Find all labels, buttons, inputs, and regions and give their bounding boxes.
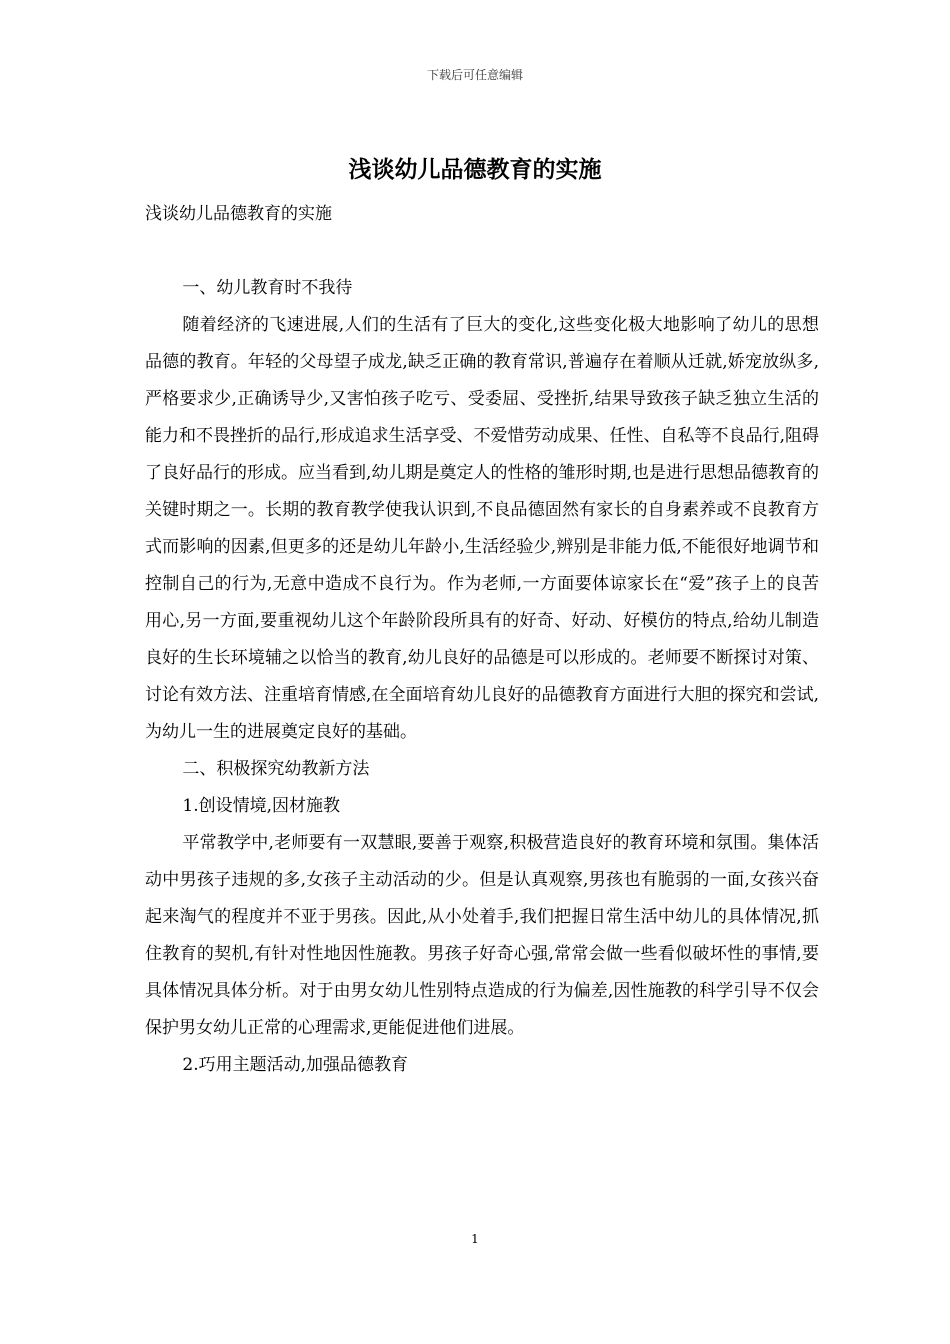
section-paragraph-1: 随着经济的飞速进展,人们的生活有了巨大的变化,这些变化极大地影响了幼儿的思想品德的教育。年轻的父母望子成龙,缺乏正确的教育常识,普遍存在着顺从迁就,娇宠放纵多,严格要求少,正确诱导少,又害怕孩子吃亏、受委屈、受挫折,结果导致孩子缺乏独立生活的能力和不畏挫折的品行,形成追求生活享受、不爱惜劳动成果、任性、自私等不良品行,阻碍了良好品行的形成。应当看到,幼儿期是奠定人的性格的雏形时期,也是进行思想品德教育的关键时期之一。长期的教育教学使我认识到,不良品德固然有家长的自身素养或不良教育方式而影响的因素,但更多的还是幼儿年龄小,生活经验少,辨别是非能力低,不能很好地调节和控制自己的行为,无意中造成不良行为。作为老师,一方面要体谅家长在“爱”孩子上的良苦用心,另一方面,要重视幼儿这个年龄阶段所具有的好奇、好动、好模仿的特点,给幼儿制造良好的生长环境辅之以恰当的教育,幼儿良好的品德是可以形成的。老师要不断探讨对策、讨论有效方法、注重培育情感,在全面培育幼儿良好的品德教育方面进行大胆的探究和尝试,为幼儿一生的进展奠定良好的基础。 — [145, 315, 819, 742]
document-subtitle: 浅谈幼儿品德教育的实施 — [145, 204, 332, 224]
document-title: 浅谈幼儿品德教育的实施 — [348, 156, 602, 183]
document-body — [145, 196, 819, 1084]
page-number: 1 — [471, 1232, 479, 1246]
subsection-heading-2-1: 1.创设情境,因材施教 — [182, 796, 341, 816]
header-note: 下载后可任意编辑 — [426, 68, 523, 82]
subsection-heading-2-2: 2.巧用主题活动,加强品德教育 — [182, 1055, 409, 1075]
section-heading-2: 二、积极探究幼教新方法 — [182, 759, 370, 779]
subsection-paragraph-2-1: 平常教学中,老师要有一双慧眼,要善于观察,积极营造良好的教育环境和氛围。集体活动中男孩子违规的多,女孩子主动活动的少。但是认真观察,男孩也有脆弱的一面,女孩兴奋起来淘气的程度并不亚于男孩。因此,从小处着手,我们把握日常生活中幼儿的具体情况,抓住教育的契机,有针对性地因性施教。男孩子好奇心强,常常会做一些看似破坏性的事情,要具体情况具体分析。对于由男女幼儿性别特点造成的行为偏差,因性施教的科学引导不仅会保护男女幼儿正常的心理需求,更能促进他们进展。 — [145, 833, 819, 1038]
section-heading-1: 一、幼儿教育时不我待 — [182, 278, 353, 298]
